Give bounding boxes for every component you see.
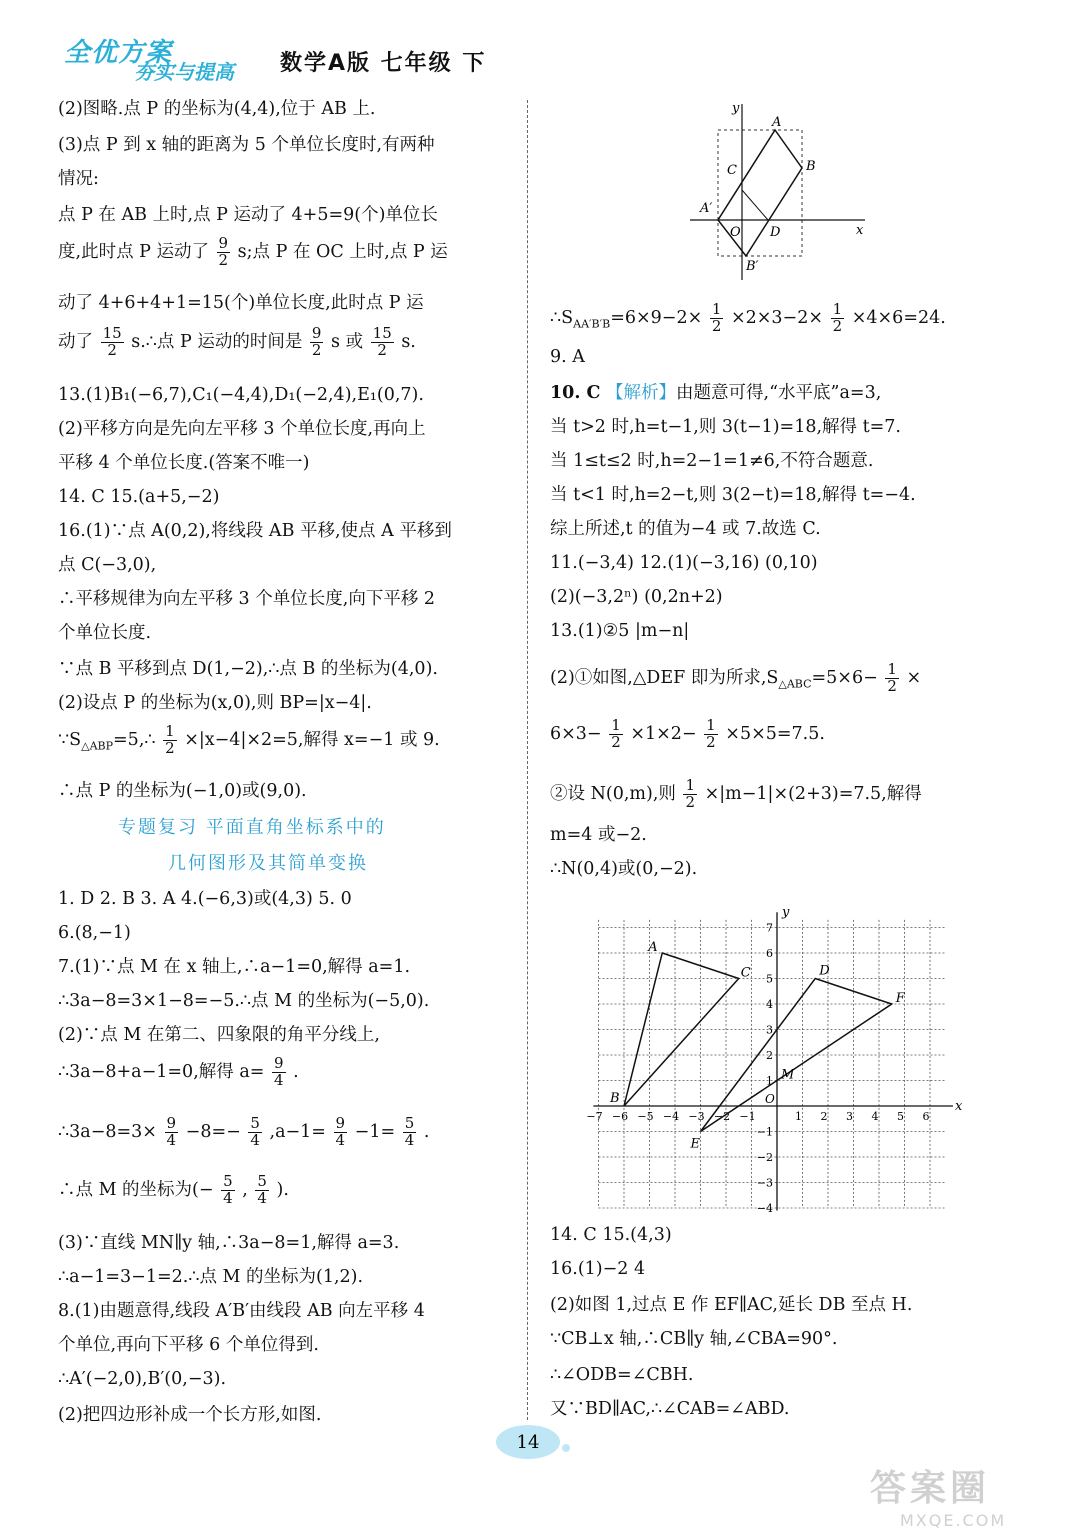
fraction: [371, 326, 394, 359]
y-tick-label: 5: [766, 972, 773, 986]
text-span: ∴3a−8=3×: [58, 1121, 157, 1142]
text-span: ②设 N(0,m),则: [550, 783, 676, 804]
denominator: 4: [223, 1188, 233, 1207]
y-tick-label: 4: [766, 998, 773, 1011]
text-span: s.∴点 P 运动的时间是: [131, 331, 303, 352]
text-span: ×2×3−2×: [730, 307, 824, 328]
text-line: 又∵BD∥AC,∴∠CAB=∠ABD.: [550, 1399, 790, 1419]
subscript: AA′B′B: [573, 317, 611, 331]
section-title: 几何图形及其简单变换: [168, 853, 368, 874]
x-tick-label: −5: [637, 1110, 654, 1123]
text-span: 10. C: [550, 383, 601, 403]
text-line: 点 C(−3,0),: [58, 555, 157, 575]
x-tick-label: 3: [846, 1110, 853, 1123]
text-line: 1. D 2. B 3. A 4.(−6,3)或(4,3) 5. 0: [58, 889, 352, 909]
text-line: (2)∵点 M 在第二、四象限的角平分线上,: [58, 1025, 380, 1045]
subscript: △ABP: [81, 739, 114, 753]
text-line: 点 P 在 AB 上时,点 P 运动了 4+5=9(个)单位长: [58, 205, 438, 225]
text-line: [58, 1056, 299, 1089]
label-e: E: [690, 1136, 700, 1152]
label-o: O: [730, 225, 741, 240]
fraction: [334, 1116, 348, 1149]
text-line: 8.(1)由题意得,线段 A′B′由线段 AB 向左平移 4: [58, 1301, 425, 1321]
text-span: ∴3a−8+a−1=0,解得 a=: [58, 1061, 265, 1082]
y-tick-label: −2: [756, 1151, 773, 1164]
denominator: 2: [165, 738, 175, 757]
numerator: 9: [311, 324, 322, 342]
denominator: 2: [218, 250, 229, 269]
denominator: 4: [274, 1070, 284, 1089]
text-line: 动了 4+6+4+1=15(个)单位长度,此时点 P 运: [58, 293, 424, 313]
text-line: m=4 或−2.: [550, 825, 647, 845]
text-span: ).: [276, 1179, 289, 1200]
text-line: 16.(1)∵点 A(0,2),将线段 AB 平移,使点 A 平移到: [58, 521, 452, 541]
text-span: 6×3−: [550, 723, 602, 744]
label-b: B: [806, 159, 816, 174]
book-logo: [58, 28, 258, 88]
text-line: 个单位,再向下平移 6 个单位得到.: [58, 1335, 319, 1355]
text-span: 由题意可得,“水平底”a=3,: [676, 383, 882, 403]
denominator: 2: [832, 316, 843, 335]
text-line: 14. C 15.(4,3): [550, 1225, 672, 1245]
decor-dot: [562, 1444, 570, 1452]
text-line: ∴N(0,4)或(0,−2).: [550, 859, 698, 879]
column-divider: [527, 100, 528, 1420]
label-a: A: [648, 940, 658, 955]
y-tick-label: 3: [766, 1023, 773, 1037]
figure-coordinate-grid: [570, 892, 970, 1212]
numerator: 9: [274, 1054, 284, 1072]
text-line: [58, 236, 448, 269]
text-span: ×1×2−: [630, 723, 697, 744]
denominator: 2: [887, 676, 897, 695]
triangle-abc: [624, 953, 739, 1106]
x-tick-label: −7: [586, 1110, 603, 1123]
text-span: ,a−1=: [269, 1121, 326, 1142]
fraction: [221, 1174, 235, 1207]
text-span: ×|m−1|×(2+3)=7.5,解得: [704, 783, 922, 804]
denominator: 4: [404, 1130, 415, 1149]
text-line: 9. A: [550, 347, 585, 367]
label-o: O: [765, 1092, 775, 1106]
analysis-tag: 【解析】: [606, 383, 677, 403]
text-line: (2)如图 1,过点 E 作 EF∥AC,延长 DB 至点 H.: [550, 1295, 913, 1315]
text-line: 当 t>2 时,h=t−1,则 3(t−1)=18,解得 t=7.: [550, 417, 901, 437]
x-tick-label: −6: [611, 1110, 629, 1123]
fraction: [163, 724, 177, 757]
numerator: 5: [404, 1114, 415, 1132]
label-y: y: [732, 101, 740, 116]
label-m: M: [781, 1067, 795, 1083]
text-line: ∴∠ODB=∠CBH.: [550, 1365, 694, 1385]
text-line: (3)∵直线 MN∥y 轴,∴3a−8=1,解得 a=3.: [58, 1233, 400, 1253]
text-span: 动了: [58, 331, 93, 352]
book-title: 数学A版 七年级 下: [280, 51, 487, 76]
x-tick-label: 4: [871, 1110, 879, 1123]
label-x: x: [856, 223, 864, 238]
x-tick-label: 5: [897, 1110, 904, 1123]
text-line: 7.(1)∵点 M 在 x 轴上,∴a−1=0,解得 a=1.: [58, 957, 411, 977]
text-line: (2)设点 P 的坐标为(x,0),则 BP=|x−4|.: [58, 693, 372, 713]
denominator: 2: [711, 316, 722, 335]
grid-lines: [599, 920, 946, 1208]
label-c: C: [727, 163, 737, 178]
text-line: 16.(1)−2 4: [550, 1259, 646, 1279]
numerator: 5: [223, 1172, 233, 1190]
text-line: 13.(1)②5 |m−n|: [550, 621, 690, 641]
text-span: s.: [401, 331, 416, 352]
section-title: 专题复习 平面直角坐标系中的: [118, 817, 386, 838]
x-tick-label: 2: [820, 1110, 828, 1123]
fraction: [710, 302, 724, 335]
text-line: (2)图略.点 P 的坐标为(4,4),位于 AB 上.: [58, 99, 376, 119]
label-d: D: [819, 963, 830, 979]
text-span: ×|x−4|×2=5,解得 x=−1 或 9.: [184, 729, 440, 750]
numerator: 5: [257, 1172, 267, 1190]
label-y: y: [782, 905, 790, 921]
text-line: ∵CB⊥x 轴,∴CB∥y 轴,∠CBA=90°.: [550, 1329, 838, 1349]
fraction: [165, 1116, 179, 1149]
watermark: [870, 1460, 1060, 1530]
label-d: D: [770, 225, 781, 240]
text-span: ,: [242, 1179, 248, 1200]
text-span: =5,∴: [113, 729, 156, 750]
text-span: ×5×5=7.5.: [725, 723, 825, 744]
denominator: 2: [706, 732, 716, 751]
y-tick-label: −3: [756, 1176, 773, 1190]
text-line: 个单位长度.: [58, 623, 152, 643]
text-span: ∴点 M 的坐标为(−: [58, 1179, 214, 1200]
label-f: F: [895, 991, 905, 1006]
text-line: [550, 718, 825, 751]
label-b-prime: B′: [746, 259, 759, 274]
logo-line1: 全优方案: [64, 38, 173, 68]
denominator: 2: [377, 340, 387, 359]
numerator: 1: [165, 722, 175, 740]
text-span: ∵S: [58, 729, 82, 750]
text-span: s 或: [331, 331, 364, 352]
tick-labels: [586, 922, 929, 1213]
text-line: 平移 4 个单位长度.(答案不唯一): [58, 453, 310, 473]
y-tick-label: 2: [766, 1049, 773, 1062]
numerator: 5: [250, 1114, 260, 1132]
fraction: [310, 326, 324, 359]
fraction: [403, 1116, 417, 1149]
text-line: ∴平移规律为向左平移 3 个单位长度,向下平移 2: [58, 589, 436, 609]
text-line: ∴3a−8=3×1−8=−5.∴点 M 的坐标为(−5,0).: [58, 991, 430, 1011]
text-span: s;点 P 在 OC 上时,点 P 运: [237, 241, 448, 262]
text-line: [550, 778, 922, 811]
x-tick-label: −4: [662, 1110, 680, 1123]
x-tick-label: −3: [688, 1110, 705, 1123]
fraction: [255, 1174, 269, 1207]
text-span: .: [293, 1061, 299, 1082]
text-line: (2)把四边形补成一个长方形,如图.: [58, 1405, 322, 1425]
y-tick-label: −4: [756, 1202, 773, 1212]
denominator: 4: [250, 1130, 260, 1149]
numerator: 15: [372, 324, 392, 342]
text-line: (2)(−3,2ⁿ) (0,2n+2): [550, 587, 723, 607]
numerator: 1: [887, 660, 897, 678]
text-line: 6.(8,−1): [58, 923, 131, 943]
numerator: 15: [102, 324, 122, 342]
fraction: [101, 326, 124, 359]
page-number-badge: [488, 1418, 578, 1464]
text-line: 当 t<1 时,h=2−t,则 3(2−t)=18,解得 t=−4.: [550, 485, 916, 505]
text-line: [58, 724, 440, 757]
denominator: 4: [335, 1130, 346, 1149]
page-header: [48, 28, 1038, 90]
page-number: 14: [516, 1432, 540, 1453]
text-line: 11.(−3,4) 12.(1)(−3,16) (0,10): [550, 553, 818, 573]
numerator: 1: [611, 716, 621, 734]
numerator: 9: [335, 1114, 346, 1132]
fraction: [683, 778, 697, 811]
subscript: △ABC: [778, 677, 812, 691]
y-tick-label: 7: [766, 921, 773, 935]
y-tick-label: 1: [766, 1074, 773, 1088]
segment-cd: [742, 190, 768, 220]
fraction: [831, 302, 845, 335]
numerator: 9: [218, 234, 229, 252]
y-tick-label: −1: [756, 1125, 773, 1139]
denominator: 4: [166, 1130, 177, 1149]
figure-rectangle-quadrilateral: [680, 96, 870, 286]
label-b: B: [610, 1091, 620, 1106]
text-line: 当 1≤t≤2 时,h=2−1=1≠6,不符合题意.: [550, 451, 874, 471]
label-a-prime: A′: [700, 201, 713, 216]
numerator: 9: [166, 1114, 177, 1132]
text-span: ∴S: [550, 307, 574, 328]
text-span: −8=−: [185, 1121, 241, 1142]
label-a: A: [772, 115, 782, 130]
numerator: 1: [706, 716, 716, 734]
text-line: 综上所述,t 的值为−4 或 7.故选 C.: [550, 519, 821, 539]
fraction: [248, 1116, 262, 1149]
denominator: 2: [611, 732, 621, 751]
fraction: [609, 718, 623, 751]
x-tick-label: −1: [739, 1110, 756, 1123]
x-tick-label: 1: [795, 1110, 802, 1123]
x-tick-label: −2: [713, 1110, 731, 1123]
text-line: [550, 380, 881, 407]
axes: [593, 912, 953, 1210]
text-line: [58, 1116, 429, 1149]
text-line: 14. C 15.(a+5,−2): [58, 487, 220, 507]
text-span: 度,此时点 P 运动了: [58, 241, 209, 262]
denominator: 2: [311, 340, 322, 359]
numerator: 1: [685, 776, 696, 794]
text-span: =6×9−2×: [610, 307, 703, 328]
logo-line2: 夯实与提高: [134, 60, 234, 84]
label-c: C: [740, 965, 751, 981]
text-span: (2)①如图,△DEF 即为所求,S: [550, 667, 779, 688]
text-line: ∵点 B 平移到点 D(1,−2),∴点 B 的坐标为(4,0).: [58, 659, 438, 679]
triangles: [624, 953, 892, 1132]
text-line: [58, 1174, 289, 1207]
fraction: [217, 236, 231, 269]
fraction: [885, 662, 899, 695]
text-line: [58, 326, 416, 359]
text-line: 情况:: [58, 169, 99, 189]
denominator: 2: [685, 792, 696, 811]
numerator: 1: [832, 300, 843, 318]
text-line: ∴A′(−2,0),B′(0,−3).: [58, 1369, 227, 1389]
text-line: 13.(1)B₁(−6,7),C₁(−4,4),D₁(−2,4),E₁(0,7).: [58, 385, 424, 405]
denominator: 2: [107, 340, 117, 359]
text-line: ∴a−1=3−1=2.∴点 M 的坐标为(1,2).: [58, 1267, 364, 1287]
watermark-url: MXQE.COM: [900, 1511, 1007, 1530]
x-tick-label: 6: [922, 1110, 930, 1123]
fraction: [704, 718, 718, 751]
denominator: 4: [257, 1188, 267, 1207]
text-line: ∴点 P 的坐标为(−1,0)或(9,0).: [58, 781, 307, 801]
text-span: ×4×6=24.: [851, 307, 946, 328]
text-span: =5×6−: [811, 667, 878, 688]
text-span: −1=: [354, 1121, 396, 1142]
text-span: ×: [906, 667, 922, 688]
label-x: x: [954, 1099, 963, 1114]
text-line: [550, 302, 946, 335]
numerator: 1: [711, 300, 722, 318]
text-span: .: [423, 1121, 430, 1142]
y-tick-label: 6: [766, 947, 773, 960]
watermark-text: 答案圈: [870, 1468, 991, 1509]
text-line: [550, 662, 921, 695]
fraction: [272, 1056, 286, 1089]
text-line: (3)点 P 到 x 轴的距离为 5 个单位长度时,有两种: [58, 135, 435, 155]
text-line: (2)平移方向是先向左平移 3 个单位长度,再向上: [58, 419, 426, 439]
